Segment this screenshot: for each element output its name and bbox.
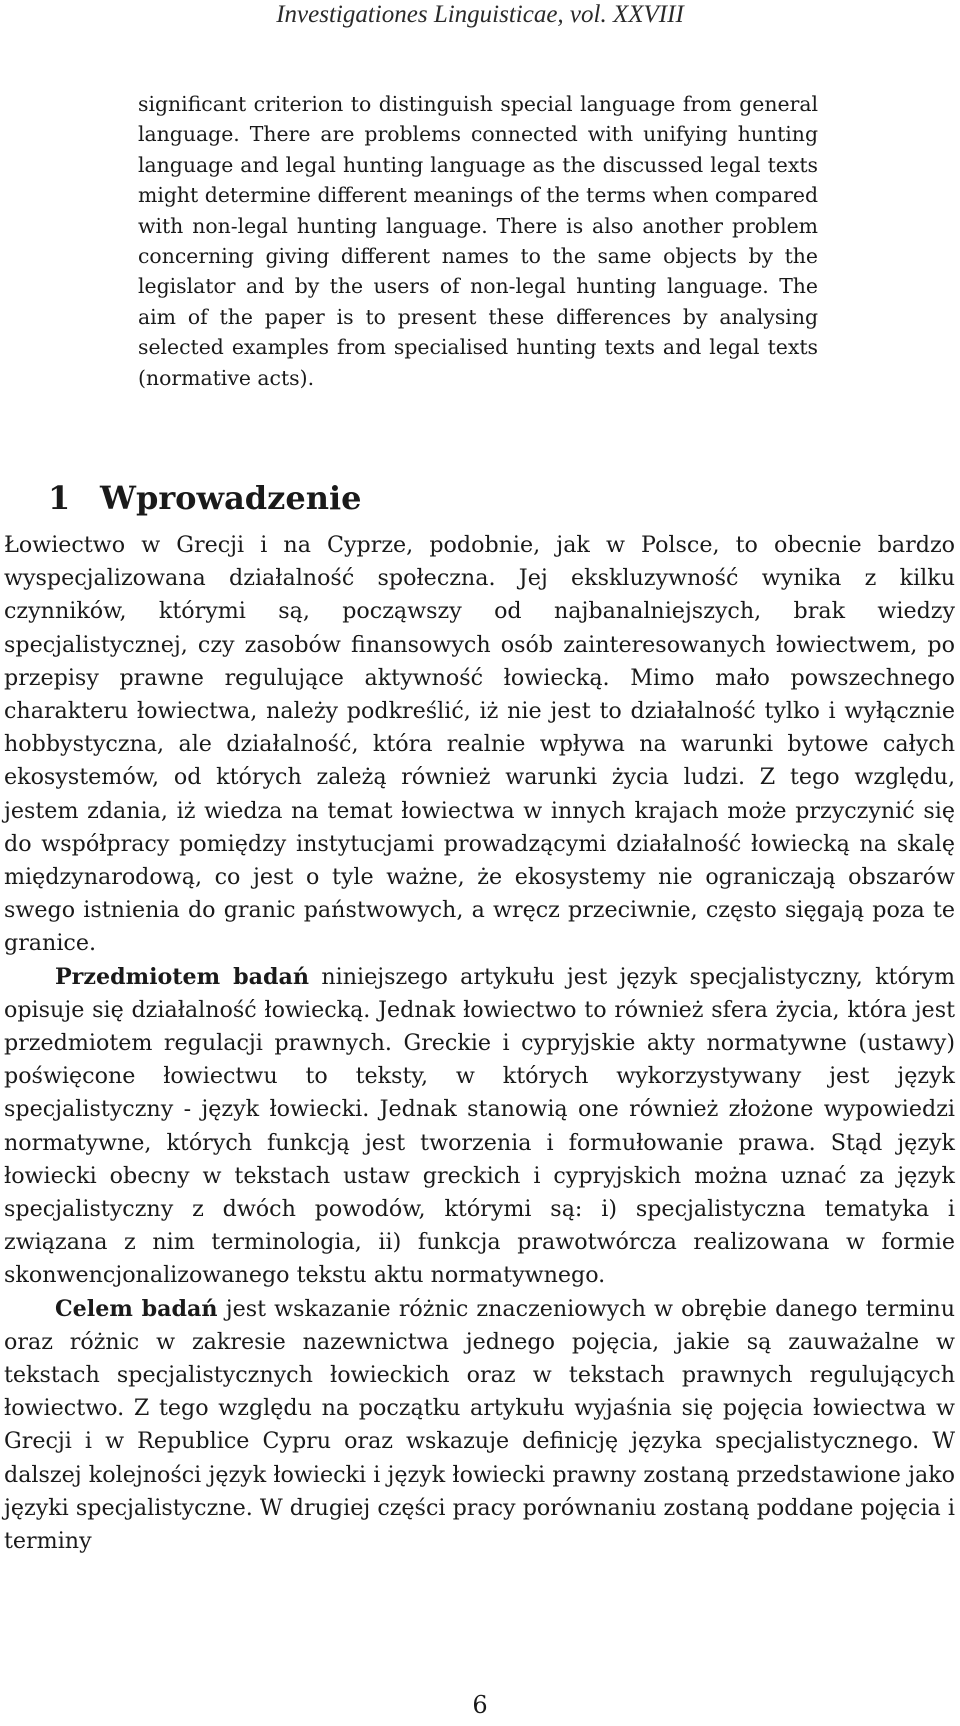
running-header: Investigationes Linguisticae, vol. XXVIII [276,1,684,28]
paragraph-subject-text: niniejszego artykułu jest język specjalistyczny, którym opisuje się działalność łowiecką. Jednak łowiectwo to również sfera życia, która jest przedmiotem regulacji prawnych. Greckie i cypryjskie akty normatywne (ustawy) poświęcone łowiectwu to teksty, w których wykorzystywany jest język specjalistyczny - język łowiecki. Jednak stanowią one również złożone wypowiedzi normatywne, których funkcją jest tworzenia i formułowanie prawa. Stąd język łowiecki obecny w tekstach ustaw greckich i cypryjskich można uznać za język specjalistyczny z dwóch powodów, którymi są: i) specjalistyczna tematyka i związana z nim terminologia, ii) funkcja prawotwórcza realizowana w formie skonwencjonalizowanego tekstu aktu normatywnego. [4,963,955,1289]
section-number: 1 [48,479,71,517]
paragraph-aim [4,1293,955,1559]
abstract-text: significant criterion to distinguish special language from general language. There are problems connected with unifying hunting language and legal hunting language as the discussed legal texts might determine different meanings of the terms when compared with non-legal hunting language. There is also another problem concerning giving different names to the same objects by the legislator and by the users of non-legal hunting language. The aim of the paper is to present these differences by analysing selected examples from specialised hunting texts and legal texts (normative acts). [138,92,818,390]
paragraph-subject-lead: Przedmiotem badań [55,963,310,990]
section-heading [48,476,361,520]
paragraph-intro: Łowiectwo w Grecji i na Cyprze, podobnie, jak w Polsce, to obecnie bardzo wyspecjalizowana działalność społeczna. Jej ekskluzywność wynika z kilku czynników, którymi są, począwszy od najbanalniejszych, brak wiedzy specjalistycznej, czy zasobów finansowych osób zainteresowanych łowiectwem, po przepisy prawne regulujące aktywność łowiecką. Mimo mało powszechnego charakteru łowiectwa, należy podkreślić, iż nie jest to działalność tylko i wyłącznie hobbystyczna, ale działalność, która realnie wpływa na warunki bytowe całych ekosystemów, od których zależą również warunki życia ludzi. Z tego względu, jestem zdania, iż wiedza na temat łowiectwa w innych krajach może przyczynić się do współpracy pomiędzy instytucjami prowadzącymi działalność łowiecką na skalę międzynarodową, co jest o tyle ważne, że ekosystemy nie ograniczają obszarów swego istnienia do granic państwowych, a wręcz przeciwnie, często sięgają poza te granice. [4,532,955,957]
paragraph-subject [4,961,955,1293]
paragraph-aim-text: jest wskazanie różnic znaczeniowych w obrębie danego terminu oraz różnic w zakresie nazewnictwa jednego pojęcia, jakie są zauważalne w tekstach specjalistycznych łowieckich oraz w tekstach prawnych regulujących łowiectwo. Z tego względu na początku artykułu wyjaśnia się pojęcia łowiectwa w Grecji i w Republice Cypru oraz wskazuje definicję języka specjalistycznego. W dalszej kolejności język łowiecki i język łowiecki prawny zostaną przedstawione jako języki specjalistyczne. W drugiej części pracy porównaniu zostaną poddane pojęcia i terminy [4,1295,956,1555]
section-title: Wprowadzenie [100,479,362,517]
page-number: 6 [472,1691,488,1719]
paragraph-aim-lead: Celem badań [55,1295,218,1322]
body-text [4,529,955,1558]
